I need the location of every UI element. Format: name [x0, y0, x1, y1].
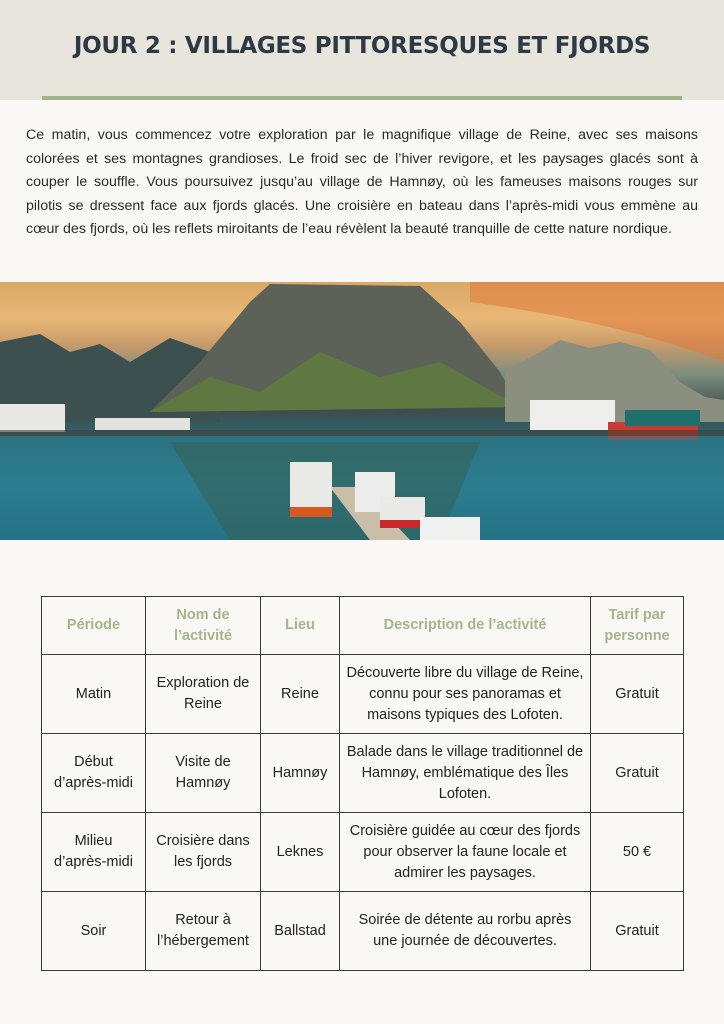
cell-description: Balade dans le village traditionnel de Hamnøy, emblématique des Îles Lofoten.	[340, 734, 591, 813]
table-row	[42, 734, 684, 813]
cell-description: Soirée de détente au rorbu après une journée de découvertes.	[340, 892, 591, 971]
cell-periode: Soir	[42, 892, 146, 971]
cell-tarif: 50 €	[591, 813, 684, 892]
table-row	[42, 892, 684, 971]
cell-activite: Retour à l’hébergement	[146, 892, 261, 971]
header-tarif: Tarif par personne	[591, 597, 684, 655]
table-header-row	[42, 597, 684, 655]
cell-activite: Croisière dans les fjords	[146, 813, 261, 892]
teal-building	[625, 410, 700, 426]
cell-lieu: Leknes	[261, 813, 340, 892]
cell-tarif: Gratuit	[591, 892, 684, 971]
cell-description: Croisière guidée au cœur des fjords pour observer la faune locale et admirer les paysages.	[340, 813, 591, 892]
photo-illustration	[0, 282, 724, 540]
cell-activite: Visite de Hamnøy	[146, 734, 261, 813]
left-warehouse	[0, 404, 65, 432]
cell-periode: Début d’après-midi	[42, 734, 146, 813]
header-lieu: Lieu	[261, 597, 340, 655]
cell-lieu: Hamnøy	[261, 734, 340, 813]
left-houses	[95, 418, 190, 430]
cell-tarif: Gratuit	[591, 734, 684, 813]
cell-description: Découverte libre du village de Reine, connu pour ses panoramas et maisons typiques des Lofoten.	[340, 655, 591, 734]
table-row	[42, 813, 684, 892]
activities-table	[41, 596, 684, 971]
table-row	[42, 655, 684, 734]
boat-hull	[380, 520, 425, 528]
cell-lieu: Reine	[261, 655, 340, 734]
fjord-village-photo	[0, 282, 724, 540]
shoreline	[0, 430, 724, 436]
cell-periode: Matin	[42, 655, 146, 734]
header-periode: Période	[42, 597, 146, 655]
page-title: JOUR 2 : VILLAGES PITTORESQUES ET FJORDS	[73, 33, 651, 59]
cell-periode: Milieu d’après-midi	[42, 813, 146, 892]
title-divider	[42, 96, 682, 100]
header-description: Description de l’activité	[340, 597, 591, 655]
white-houses	[530, 400, 615, 430]
boat-hull	[290, 507, 332, 517]
boat	[420, 517, 480, 540]
cell-activite: Exploration de Reine	[146, 655, 261, 734]
cell-lieu: Ballstad	[261, 892, 340, 971]
intro-paragraph: Ce matin, vous commencez votre exploration par le magnifique village de Reine, avec ses maisons colorées et ses montagnes grandioses. Le froid sec de l’hiver revigore, et les paysages glacés sont à couper le souffle. Vous poursuivez jusqu’au village de Hamnøy, où les fameuses maisons rouges sur pilotis se dressent face aux fjords glacés. Une croisière en bateau dans l’après-midi vous emmène au cœur des fjords, où les reflets miroitants de l’eau révèlent la beauté tranquille de cette nature nordique.	[26, 127, 698, 237]
cell-tarif: Gratuit	[591, 655, 684, 734]
header-activite: Nom de l’activité	[146, 597, 261, 655]
